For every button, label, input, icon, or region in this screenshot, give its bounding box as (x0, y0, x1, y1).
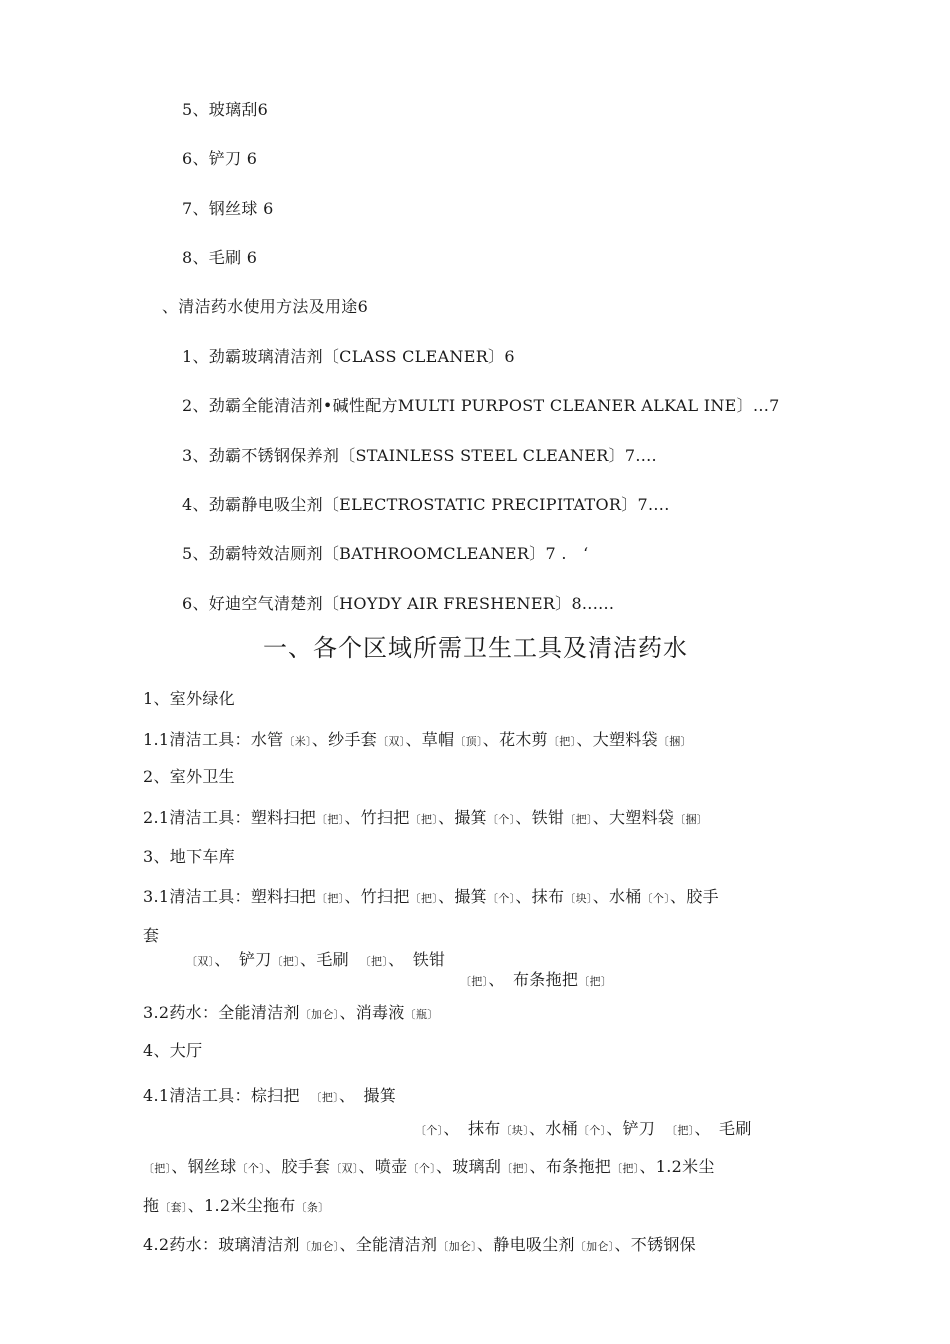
s4-tools-line-b: 〔个〕、 抹布〔块〕、水桶〔个〕、铲刀 〔把〕、 毛刷 (415, 1119, 752, 1138)
toc-chem-5: 5、劲霸特效洁厕剂〔BATHROOMCLEANER〕7 . ‘ (182, 544, 589, 563)
s3-tools-line-c: 〔双〕、 铲刀〔把〕、毛刷 〔把〕、 铁钳 (186, 950, 446, 969)
s1-tools-line: 1.1清洁工具：水管〔米〕、纱手套〔双〕、草帽〔顶〕、花木剪〔把〕、大塑料袋〔捆〕 (143, 730, 692, 749)
s4-tools-line-d: 拖〔套〕、1.2米尘拖布〔条〕 (143, 1196, 330, 1215)
toc-item-6: 6、铲刀 6 (182, 149, 258, 168)
s4-tools-line-a: 4.1清洁工具：棕扫把 〔把〕、 撮箕 (143, 1086, 397, 1105)
s3-tools-line-d: 〔把〕、 布条拖把〔把〕 (460, 970, 613, 989)
toc-section: 、清洁药水使用方法及用途6 (162, 297, 369, 316)
toc-item-8: 8、毛刷 6 (182, 248, 258, 267)
s3-tools-line: 3.1清洁工具：塑料扫把〔把〕、竹扫把〔把〕、撮箕〔个〕、抹布〔块〕、水桶〔个〕、胶手 (143, 887, 719, 906)
s3-chem-line: 3.2药水：全能清洁剂〔加仑〕、消毒液〔瓶〕 (143, 1003, 439, 1022)
s2-tools-line: 2.1清洁工具：塑料扫把〔把〕、竹扫把〔把〕、撮箕〔个〕、铁钳〔把〕、大塑料袋〔捆〕 (143, 808, 709, 827)
s4-chem-line: 4.2药水：玻璃清洁剂〔加仑〕、全能清洁剂〔加仑〕、静电吸尘剂〔加仑〕、不锈钢保 (143, 1235, 696, 1254)
s4-tools-line-c: 〔把〕、钢丝球〔个〕、胶手套〔双〕、喷壶〔个〕、玻璃刮〔把〕、布条拖把〔把〕、1.2米尘 (143, 1157, 715, 1176)
section-heading: 一、各个区域所需卫生工具及清洁药水 (263, 634, 688, 662)
s3-tools-wrap: 套 (143, 926, 160, 945)
toc-chem-4: 4、劲霸静电吸尘剂〔ELECTROSTATIC PRECIPITATOR〕7.... (182, 495, 670, 514)
toc-item-5: 5、玻璃刮6 (182, 100, 269, 119)
s2-title: 2、室外卫生 (143, 767, 235, 786)
s4-title: 4、大厅 (143, 1041, 203, 1060)
s3-title: 3、地下车库 (143, 847, 235, 866)
toc-chem-2: 2、劲霸全能清洁剂•碱性配方MULTI PURPOST CLEANER ALKAL INE〕...7 (182, 396, 780, 415)
toc-chem-6: 6、好迪空气清楚剂〔HOYDY AIR FRESHENER〕8...... (182, 594, 615, 613)
toc-chem-3: 3、劲霸不锈钢保养剂〔STAINLESS STEEL CLEANER〕7.... (182, 446, 657, 465)
toc-item-7: 7、钢丝球 6 (182, 199, 274, 218)
toc-chem-1: 1、劲霸玻璃清洁剂〔CLASS CLEANER〕6 (182, 347, 515, 366)
s1-title: 1、室外绿化 (143, 689, 235, 708)
